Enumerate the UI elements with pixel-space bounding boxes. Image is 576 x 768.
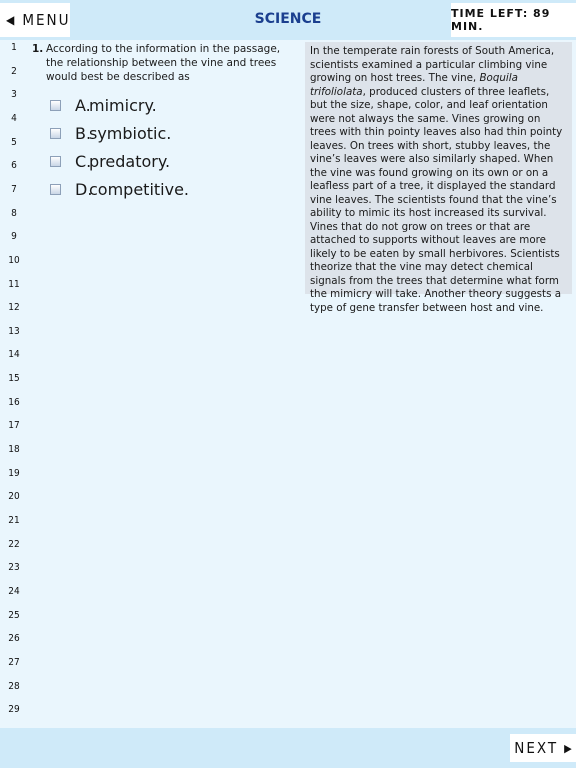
line-number: 2 bbox=[11, 65, 17, 77]
line-number: 25 bbox=[8, 609, 20, 621]
next-button[interactable] bbox=[510, 734, 576, 762]
answer-option-c[interactable] bbox=[50, 153, 170, 169]
reading-passage bbox=[305, 42, 572, 314]
checkbox-icon[interactable] bbox=[50, 128, 61, 139]
line-number: 10 bbox=[8, 254, 20, 266]
menu-label: MENU bbox=[22, 11, 71, 29]
line-number: 8 bbox=[11, 207, 17, 219]
menu-button[interactable] bbox=[0, 3, 70, 37]
line-number: 17 bbox=[8, 420, 20, 432]
left-arrow-icon: ◀ bbox=[6, 13, 15, 27]
line-number: 23 bbox=[8, 562, 20, 574]
line-number: 5 bbox=[11, 136, 17, 148]
option-letter: A. bbox=[75, 95, 91, 115]
line-number: 9 bbox=[11, 231, 17, 243]
answer-option-b[interactable] bbox=[50, 125, 171, 141]
line-number: 3 bbox=[11, 89, 17, 101]
page-title: SCIENCE bbox=[254, 11, 322, 27]
option-text: mimicry. bbox=[89, 95, 157, 115]
line-number: 16 bbox=[8, 396, 20, 408]
line-number: 26 bbox=[8, 633, 20, 645]
option-letter: B. bbox=[75, 123, 92, 143]
passage-text-start: In the temperate rain forests of South America, scientists examined a particular climbing vine growing on host trees. The vine, bbox=[310, 45, 555, 84]
line-number: 14 bbox=[8, 349, 20, 361]
line-number: 6 bbox=[11, 160, 17, 172]
question-number: 1. bbox=[32, 43, 44, 55]
line-number: 1 bbox=[11, 42, 17, 53]
line-number: 15 bbox=[8, 373, 20, 385]
option-letter: D. bbox=[75, 179, 93, 199]
passage-species-name: Boquila trifoliolata bbox=[310, 72, 518, 98]
checkbox-icon[interactable] bbox=[50, 156, 61, 167]
line-number: 29 bbox=[8, 704, 20, 716]
answer-option-d[interactable] bbox=[50, 181, 189, 197]
next-label: NEXT bbox=[514, 739, 559, 757]
line-number: 24 bbox=[8, 585, 20, 597]
line-number: 21 bbox=[8, 515, 20, 526]
line-number: 7 bbox=[11, 183, 17, 195]
checkbox-icon[interactable] bbox=[50, 184, 61, 195]
right-arrow-icon: ▶ bbox=[564, 741, 572, 755]
line-number: 11 bbox=[8, 278, 20, 290]
answer-option-a[interactable] bbox=[50, 97, 157, 113]
question-text: According to the information in the passage, the relationship between the vine and trees would best be described as bbox=[46, 43, 281, 83]
line-number: 27 bbox=[8, 656, 20, 668]
line-number: 28 bbox=[8, 680, 20, 692]
option-text: competitive. bbox=[89, 179, 190, 199]
line-number: 19 bbox=[8, 467, 20, 479]
checkbox-icon[interactable] bbox=[50, 100, 61, 111]
line-number: 13 bbox=[8, 325, 20, 337]
bottom-bar bbox=[0, 728, 576, 768]
line-number: 12 bbox=[8, 302, 20, 314]
line-number: 4 bbox=[11, 112, 17, 124]
option-letter: C. bbox=[75, 151, 92, 171]
time-left-display: TIME LEFT: 89 MIN. bbox=[451, 3, 576, 37]
passage-text-rest: , produced clusters of three leaflets, but the size, shape, color, and leaf orientation were not always the same. Vines growing on trees with thin pointy leaves also had thin pointy leaves. On trees with short, stubby leaves, the vine’s leaves were also similarly shaped. When the vine was found growing on its own or on a leafless part of a tree, it displayed the standard vine leaves. The scientists found that the vine’s ability to mimic its host increased its survival. Vines that do not grow on trees or that are attached to supports without leaves are more likely to be eaten by small herbivores. Scientists theorize that the vine may detect chemical signals from the trees that determine what form the mimicry will take. Another theory suggests a type of gene transfer between host and vine. bbox=[310, 85, 563, 314]
line-number: 22 bbox=[8, 538, 20, 550]
line-number-column bbox=[0, 40, 30, 728]
option-text: predatory. bbox=[89, 151, 171, 171]
option-text: symbiotic. bbox=[89, 123, 172, 143]
line-number: 20 bbox=[8, 491, 20, 503]
line-number: 18 bbox=[8, 444, 20, 456]
